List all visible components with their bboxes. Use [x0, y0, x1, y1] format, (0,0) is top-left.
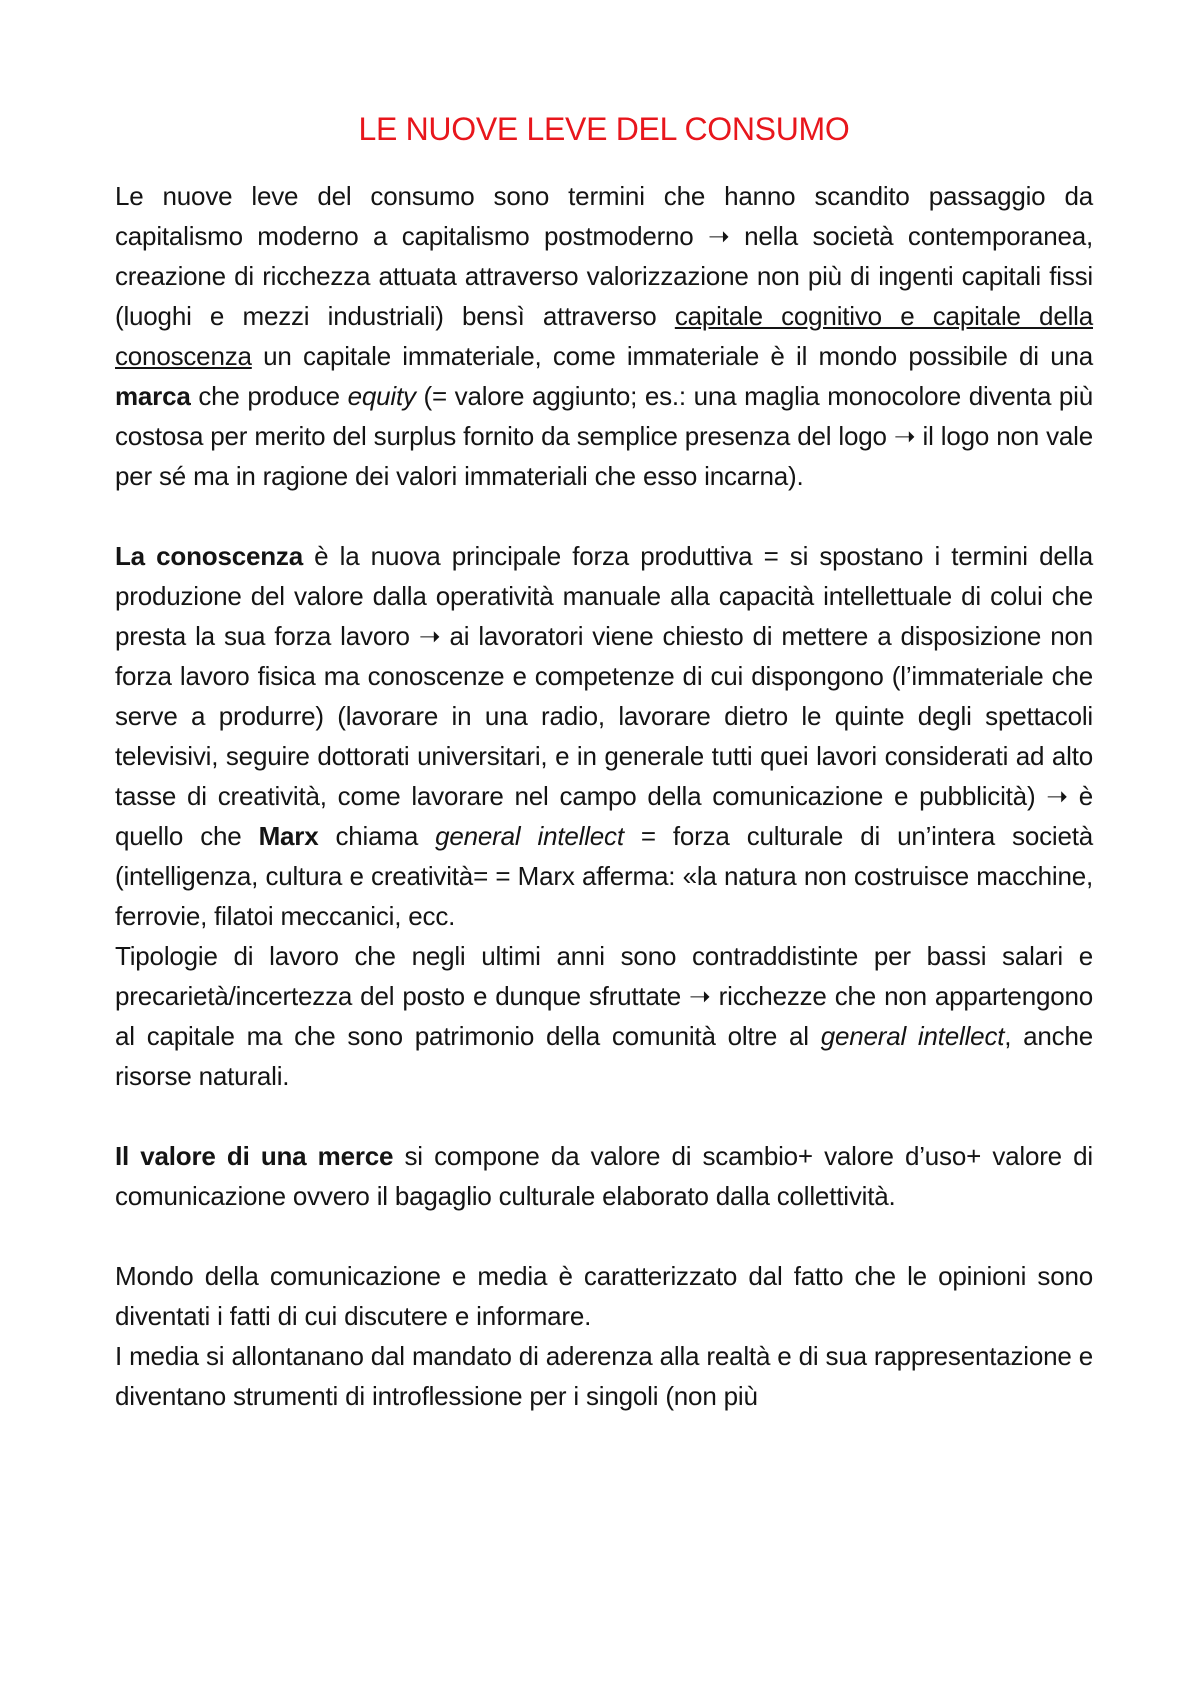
underlined-phrase: capitale cognitivo e capitale della conoscenza [115, 301, 1093, 372]
text-segment: un capitale immateriale, come immateriale è il mondo possibile di una [251, 341, 1093, 372]
text-segment: (= valore aggiunto; es.: una maglia monocolore diventa più costosa per merito del surplus fornito da semplice presenza del logo ➝ il logo non vale per sé ma in ragione dei valori immateriali che esso incarna). [115, 381, 1093, 492]
paragraph-comunicazione-media: Mondo della comunicazione e media è caratterizzato dal fatto che le opinioni sono diventati i fatti di cui discutere e informare. [115, 1261, 1093, 1332]
paragraph-media-realta: I media si allontanano dal mandato di aderenza alla realtà e di sua rappresentazione e diventano strumenti di introflessione per i singoli (non più [115, 1341, 1093, 1412]
text-segment: si compone da valore di scambio+ valore d’uso+ valore di comunicazione ovvero il bagaglio culturale elaborato dalla collettività. [115, 1141, 1093, 1212]
bold-term-conoscenza: La conoscenza [115, 541, 303, 572]
text-segment: Tipologie di lavoro che negli ultimi anni sono contraddistinte per bassi salari e precarietà/incertezza del posto e dunque sfruttate ➝ ricchezze che non appartengono al capitale ma che sono patrimonio della comunità oltre al [115, 941, 1093, 1052]
text-segment: che produce [190, 381, 348, 412]
text-segment: Le nuove leve del consumo sono termini che hanno scandito passaggio da capitalismo moderno a capitalismo postmoderno ➝ nella società contemporanea, creazione di ricchezza attuata attraverso valorizzazione non più di ingenti capitali fissi (luoghi e mezzi industriali) bensì attraverso [115, 181, 1093, 332]
paragraph-spacer [115, 496, 1093, 536]
paragraph-tipologie-lavoro [115, 936, 1093, 1096]
italic-term-equity: equity [347, 381, 416, 412]
bold-term-marca: marca [115, 381, 191, 412]
bold-term-marx: Marx [258, 821, 319, 852]
paragraph-spacer [115, 1096, 1093, 1136]
text-segment: = forza culturale di un’intera società (intelligenza, cultura e creatività= = Marx afferma: «la natura non costruisce macchine, ferrovie, filatoi meccanici, ecc. [115, 821, 1094, 932]
paragraph-valore-merce [115, 1136, 1093, 1216]
paragraph-conoscenza [115, 536, 1093, 936]
paragraph-spacer [115, 1216, 1093, 1256]
text-segment: chiama [318, 821, 436, 852]
italic-term-general-intellect: general intellect [435, 821, 624, 852]
italic-term-general-intellect: general intellect [820, 1021, 1005, 1052]
text-segment: , anche risorse naturali. [115, 1021, 1094, 1092]
paragraph-leve-consumo [115, 176, 1093, 496]
bold-term-valore-merce: Il valore di una merce [115, 1141, 394, 1172]
text-segment: è la nuova principale forza produttiva = si spostano i termini della produzione del valore dalla operatività manuale alla capacità intellettuale di colui che presta la sua forza lavoro ➝ ai lavoratori viene chiesto di mettere a disposizione non forza lavoro fisica ma conoscenze e competenze di cui dispongono (l’immateriale che serve a produrre) (lavorare in una radio, lavorare dietro le quinte degli spettacoli televisivi, seguire dottorati universitari, e in generale tutti quei lavori considerati ad alto tasse di creatività, come lavorare nel campo della comunicazione e pubblicità) ➝ è quello che [115, 541, 1094, 852]
document-page [115, 110, 1093, 1416]
document-title: LE NUOVE LEVE DEL CONSUMO [358, 111, 850, 147]
